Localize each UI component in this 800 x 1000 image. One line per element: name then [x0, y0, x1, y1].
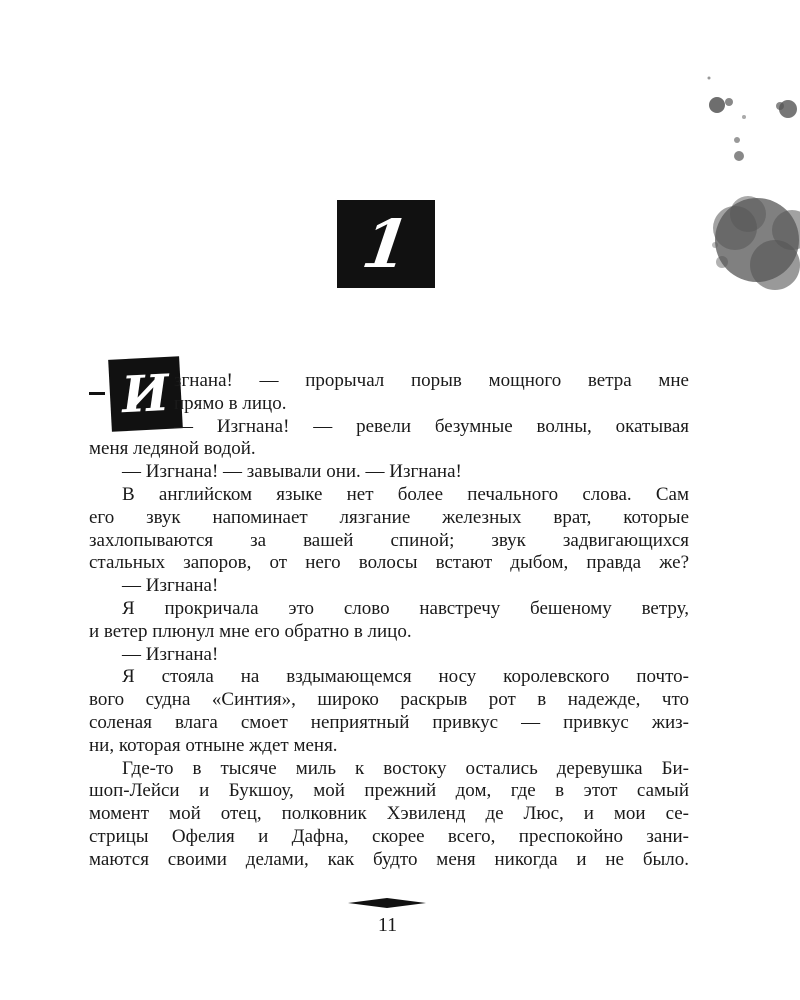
- text-line: — Изгнана!: [122, 643, 219, 665]
- text-line: стрицы Офелия и Дафна, скорее всего, преспокойно зани-: [89, 825, 689, 847]
- text-line: — Изгнана! — завывали они. — Изгнана!: [122, 461, 462, 483]
- body-text: [89, 362, 689, 872]
- chapter-number: 1: [357, 205, 415, 283]
- dropcap-letter: И: [120, 362, 171, 425]
- text-line: Где-то в тысяче миль к востоку остались деревушка Би-: [122, 757, 689, 779]
- footer-ornament: [348, 898, 426, 908]
- text-line: прямо в лицо.: [174, 392, 287, 414]
- text-line: стальных запоров, от него волосы встают дыбом, правда же?: [89, 552, 689, 574]
- chapter-number-box: [337, 200, 435, 288]
- text-line: — Изгнана! — ревели безумные волны, окатывая: [174, 415, 689, 437]
- text-line: ни, которая отныне ждет меня.: [89, 734, 338, 756]
- text-line: шоп-Лейси и Букшоу, мой прежний дом, где в этот самый: [89, 780, 689, 802]
- text-line: Я стояла на вздымающемся носу королевского почто-: [122, 666, 689, 688]
- text-line: меня ледяной водой.: [89, 438, 256, 460]
- text-line: В английском языке нет более печального слова. Сам: [122, 483, 689, 505]
- page-number: 11: [377, 914, 398, 936]
- text-line: момент мой отец, полковник Хэвиленд де Люс, и мои се-: [89, 803, 689, 825]
- text-line: згнана! — прорычал порыв мощного ветра мне: [174, 370, 689, 391]
- text-line: маются своими делами, как будто меня никогда и не было.: [89, 848, 689, 870]
- text-line: Я прокричала это слово навстречу бешеному ветру,: [122, 597, 689, 619]
- text-line: захлопываются за вашей спиной; звук задвигающихся: [89, 529, 689, 551]
- text-line: и ветер плюнул мне его обратно в лицо.: [89, 620, 412, 642]
- text-line: его звук напоминает лязгание железных врат, которые: [89, 506, 689, 528]
- text-line: соленая влага смоет неприятный привкус — привкус жиз-: [89, 711, 689, 733]
- text-line: — Изгнана!: [122, 575, 219, 597]
- text-line: вого судна «Синтия», широко раскрыв рот в надежде, что: [89, 689, 689, 711]
